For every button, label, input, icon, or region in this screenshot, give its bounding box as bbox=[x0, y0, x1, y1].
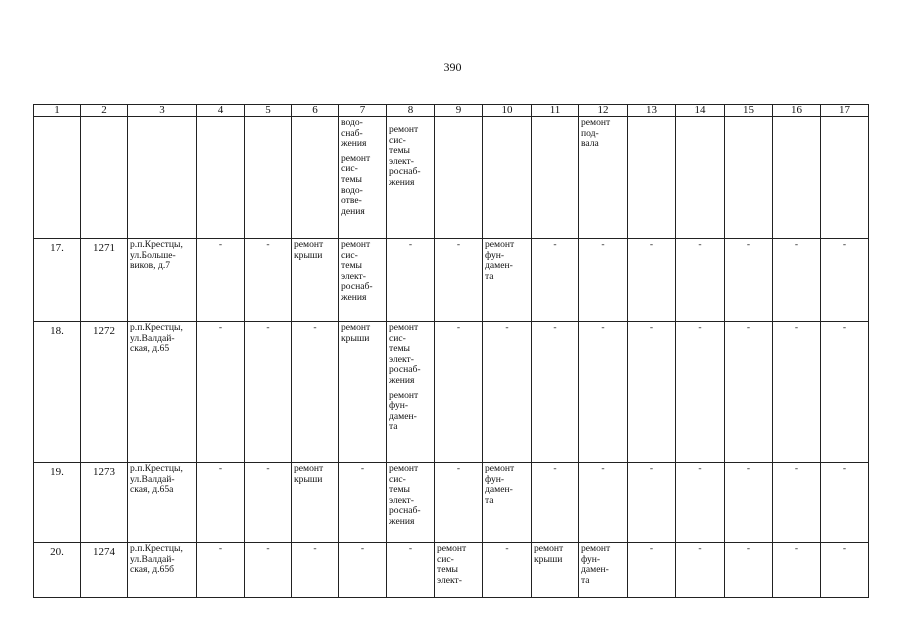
table-cell bbox=[435, 463, 483, 543]
cell-text: - bbox=[746, 322, 751, 333]
column-header: 15 bbox=[725, 105, 773, 117]
cell-text: - bbox=[794, 463, 799, 474]
column-header: 14 bbox=[676, 105, 725, 117]
cell-text: - bbox=[842, 543, 847, 554]
cell-text: - bbox=[266, 543, 270, 554]
table-cell bbox=[34, 463, 81, 543]
table-cell bbox=[435, 239, 483, 322]
cell-text: - bbox=[218, 543, 223, 554]
cell-text: - bbox=[456, 239, 461, 250]
cell-text: - bbox=[218, 239, 223, 250]
cell-text: ремонт фун- дамен- та bbox=[485, 239, 515, 282]
cell-text: - bbox=[601, 239, 605, 250]
cell-text: ремонт фун- дамен- та bbox=[389, 389, 419, 433]
table-cell bbox=[292, 239, 339, 322]
cell-text: - bbox=[266, 239, 270, 250]
cell-text: ремонт крыши bbox=[341, 322, 371, 344]
column-header: 1 bbox=[34, 105, 81, 117]
cell-text: - bbox=[746, 543, 751, 554]
table-cell bbox=[128, 463, 197, 543]
table-cell bbox=[81, 543, 128, 598]
cell-text: ремонт сис- темы водо- отве- дения bbox=[341, 152, 371, 217]
table-cell bbox=[292, 463, 339, 543]
page-number: 390 bbox=[443, 60, 462, 74]
table-cell bbox=[773, 239, 821, 322]
table-cell bbox=[676, 463, 725, 543]
table-cell bbox=[532, 322, 579, 463]
cell-text: ремонт крыши bbox=[294, 463, 324, 485]
table-cell bbox=[34, 543, 81, 598]
table-cell bbox=[628, 322, 676, 463]
table-cell bbox=[81, 239, 128, 322]
cell-text: - bbox=[698, 543, 702, 554]
table-cell bbox=[725, 117, 773, 239]
table-cell bbox=[245, 543, 292, 598]
table-cell bbox=[197, 322, 245, 463]
table-cell bbox=[34, 239, 81, 322]
cell-text: ремонт фун- дамен- та bbox=[581, 543, 611, 586]
cell-text: - bbox=[649, 322, 654, 333]
table-cell bbox=[483, 543, 532, 598]
cell-text: р.п.Крестцы, ул.Валдай- ская, д.65б bbox=[130, 543, 183, 576]
table-cell bbox=[773, 543, 821, 598]
column-header: 17 bbox=[821, 105, 869, 117]
column-header: 16 bbox=[773, 105, 821, 117]
table-cell bbox=[628, 543, 676, 598]
table-cell bbox=[579, 239, 628, 322]
table-cell bbox=[773, 463, 821, 543]
table-cell bbox=[435, 117, 483, 239]
table-cell bbox=[821, 117, 869, 239]
cell-text: ремонт сис- темы элект- роснаб- жения bbox=[389, 322, 421, 386]
cell-text: ремонт сис- темы элект- bbox=[437, 543, 467, 586]
cell-text: - bbox=[794, 239, 799, 250]
table-cell bbox=[34, 117, 81, 239]
table-cell bbox=[821, 239, 869, 322]
cell-text: - bbox=[842, 239, 847, 250]
column-header: 11 bbox=[532, 105, 579, 117]
cell-text: - bbox=[746, 239, 751, 250]
table-cell bbox=[339, 322, 387, 463]
cell-text: - bbox=[313, 543, 317, 554]
table-cell bbox=[197, 117, 245, 239]
cell-text: ремонт крыши bbox=[534, 543, 564, 565]
cell-text: - bbox=[553, 322, 557, 333]
table-cell bbox=[387, 322, 435, 463]
cell-text: - bbox=[794, 543, 799, 554]
column-header: 7 bbox=[339, 105, 387, 117]
cell-text: - bbox=[698, 239, 702, 250]
cell-text: р.п.Крестцы, ул.Больше- виков, д.7 bbox=[130, 239, 183, 272]
cell-text: 1272 bbox=[93, 325, 115, 337]
table-cell bbox=[34, 322, 81, 463]
cell-text: 17. bbox=[50, 242, 64, 254]
table-cell bbox=[628, 117, 676, 239]
table-cell bbox=[435, 322, 483, 463]
table-cell bbox=[676, 543, 725, 598]
table-cell bbox=[676, 117, 725, 239]
cell-text: р.п.Крестцы, ул.Валдай- ская, д.65 bbox=[130, 322, 183, 355]
cell-text: ремонт сис- темы элект- роснаб- жения bbox=[389, 463, 421, 527]
column-header: 2 bbox=[81, 105, 128, 117]
cell-text: р.п.Крестцы, ул.Валдай- ская, д.65а bbox=[130, 463, 183, 496]
table-cell bbox=[676, 322, 725, 463]
column-header: 6 bbox=[292, 105, 339, 117]
cell-text: - bbox=[649, 543, 654, 554]
cell-text: 1271 bbox=[93, 242, 115, 254]
table-cell bbox=[821, 543, 869, 598]
table-cell bbox=[292, 543, 339, 598]
cell-text: - bbox=[553, 463, 557, 474]
column-header: 13 bbox=[628, 105, 676, 117]
table-cell bbox=[579, 117, 628, 239]
column-header: 5 bbox=[245, 105, 292, 117]
table-cell bbox=[579, 543, 628, 598]
column-header: 8 bbox=[387, 105, 435, 117]
table-cell bbox=[245, 463, 292, 543]
cell-text: - bbox=[266, 463, 270, 474]
table-cell bbox=[532, 117, 579, 239]
cell-text: - bbox=[698, 322, 702, 333]
table-cell bbox=[773, 322, 821, 463]
cell-text: - bbox=[601, 322, 605, 333]
table-cell bbox=[387, 463, 435, 543]
table-cell bbox=[676, 239, 725, 322]
table-cell bbox=[197, 543, 245, 598]
table-cell bbox=[532, 543, 579, 598]
table-cell bbox=[128, 322, 197, 463]
cell-text: - bbox=[266, 322, 270, 333]
cell-text: ремонт сис- темы элект- роснаб- жения bbox=[341, 239, 373, 303]
table-cell bbox=[387, 543, 435, 598]
cell-text: - bbox=[456, 322, 461, 333]
table-cell bbox=[81, 117, 128, 239]
cell-text: - bbox=[746, 463, 751, 474]
table-cell bbox=[245, 117, 292, 239]
table-cell bbox=[81, 322, 128, 463]
table-cell bbox=[292, 117, 339, 239]
cell-text: - bbox=[649, 463, 654, 474]
cell-text: 18. bbox=[50, 325, 64, 337]
table-cell bbox=[483, 117, 532, 239]
table-cell bbox=[773, 117, 821, 239]
cell-text: - bbox=[408, 543, 413, 554]
table-cell bbox=[725, 239, 773, 322]
table-cell bbox=[387, 239, 435, 322]
column-header: 4 bbox=[197, 105, 245, 117]
cell-text: - bbox=[505, 543, 509, 554]
cell-text: - bbox=[218, 322, 223, 333]
table-cell bbox=[292, 322, 339, 463]
cell-text: - bbox=[313, 322, 317, 333]
table-cell bbox=[725, 322, 773, 463]
table-cell bbox=[245, 239, 292, 322]
cell-text: 1273 bbox=[93, 466, 115, 478]
table-cell bbox=[483, 239, 532, 322]
table-cell bbox=[725, 463, 773, 543]
table-cell bbox=[628, 463, 676, 543]
table-cell bbox=[128, 543, 197, 598]
column-header: 9 bbox=[435, 105, 483, 117]
table-cell bbox=[81, 463, 128, 543]
cell-text: - bbox=[698, 463, 702, 474]
cell-text: - bbox=[456, 463, 461, 474]
table-row bbox=[34, 117, 869, 239]
cell-text: - bbox=[360, 463, 365, 474]
column-header: 3 bbox=[128, 105, 197, 117]
table-cell bbox=[128, 239, 197, 322]
table-cell bbox=[821, 322, 869, 463]
cell-text: - bbox=[601, 463, 605, 474]
cell-text: - bbox=[842, 322, 847, 333]
column-header: 12 bbox=[579, 105, 628, 117]
column-header: 10 bbox=[483, 105, 532, 117]
table-cell bbox=[387, 117, 435, 239]
cell-text: ремонт крыши bbox=[294, 239, 324, 261]
table-cell bbox=[339, 239, 387, 322]
table-cell bbox=[532, 239, 579, 322]
cell-text: - bbox=[649, 239, 654, 250]
table-cell bbox=[339, 543, 387, 598]
table-cell bbox=[197, 239, 245, 322]
table-cell bbox=[483, 463, 532, 543]
table-cell bbox=[821, 463, 869, 543]
cell-text: - bbox=[505, 322, 509, 333]
cell-text: - bbox=[553, 239, 557, 250]
table-row bbox=[34, 322, 869, 463]
table-cell bbox=[725, 543, 773, 598]
cell-text: ремонт сис- темы элект- роснаб- жения bbox=[389, 124, 421, 188]
cell-text: - bbox=[794, 322, 799, 333]
table-row bbox=[34, 463, 869, 543]
cell-text: - bbox=[408, 239, 413, 250]
table-row bbox=[34, 543, 869, 598]
cell-text: 20. bbox=[50, 546, 64, 558]
cell-text: водо- снаб- жения bbox=[341, 117, 367, 150]
table-header-row bbox=[34, 105, 869, 117]
table-cell bbox=[435, 543, 483, 598]
table-row bbox=[34, 239, 869, 322]
cell-text: ремонт под- вала bbox=[581, 117, 611, 150]
cell-text: - bbox=[360, 543, 365, 554]
table-cell bbox=[197, 463, 245, 543]
table-cell bbox=[245, 322, 292, 463]
cell-text: - bbox=[218, 463, 223, 474]
table-cell bbox=[628, 239, 676, 322]
repair-schedule-table bbox=[33, 104, 869, 598]
cell-text: ремонт фун- дамен- та bbox=[485, 463, 515, 506]
table-cell bbox=[532, 463, 579, 543]
table-cell bbox=[339, 117, 387, 239]
table-cell bbox=[579, 322, 628, 463]
cell-text: 19. bbox=[50, 466, 64, 478]
cell-text: - bbox=[842, 463, 847, 474]
table-cell bbox=[339, 463, 387, 543]
table-cell bbox=[579, 463, 628, 543]
table-cell bbox=[483, 322, 532, 463]
cell-text: 1274 bbox=[93, 546, 115, 558]
table-cell bbox=[128, 117, 197, 239]
